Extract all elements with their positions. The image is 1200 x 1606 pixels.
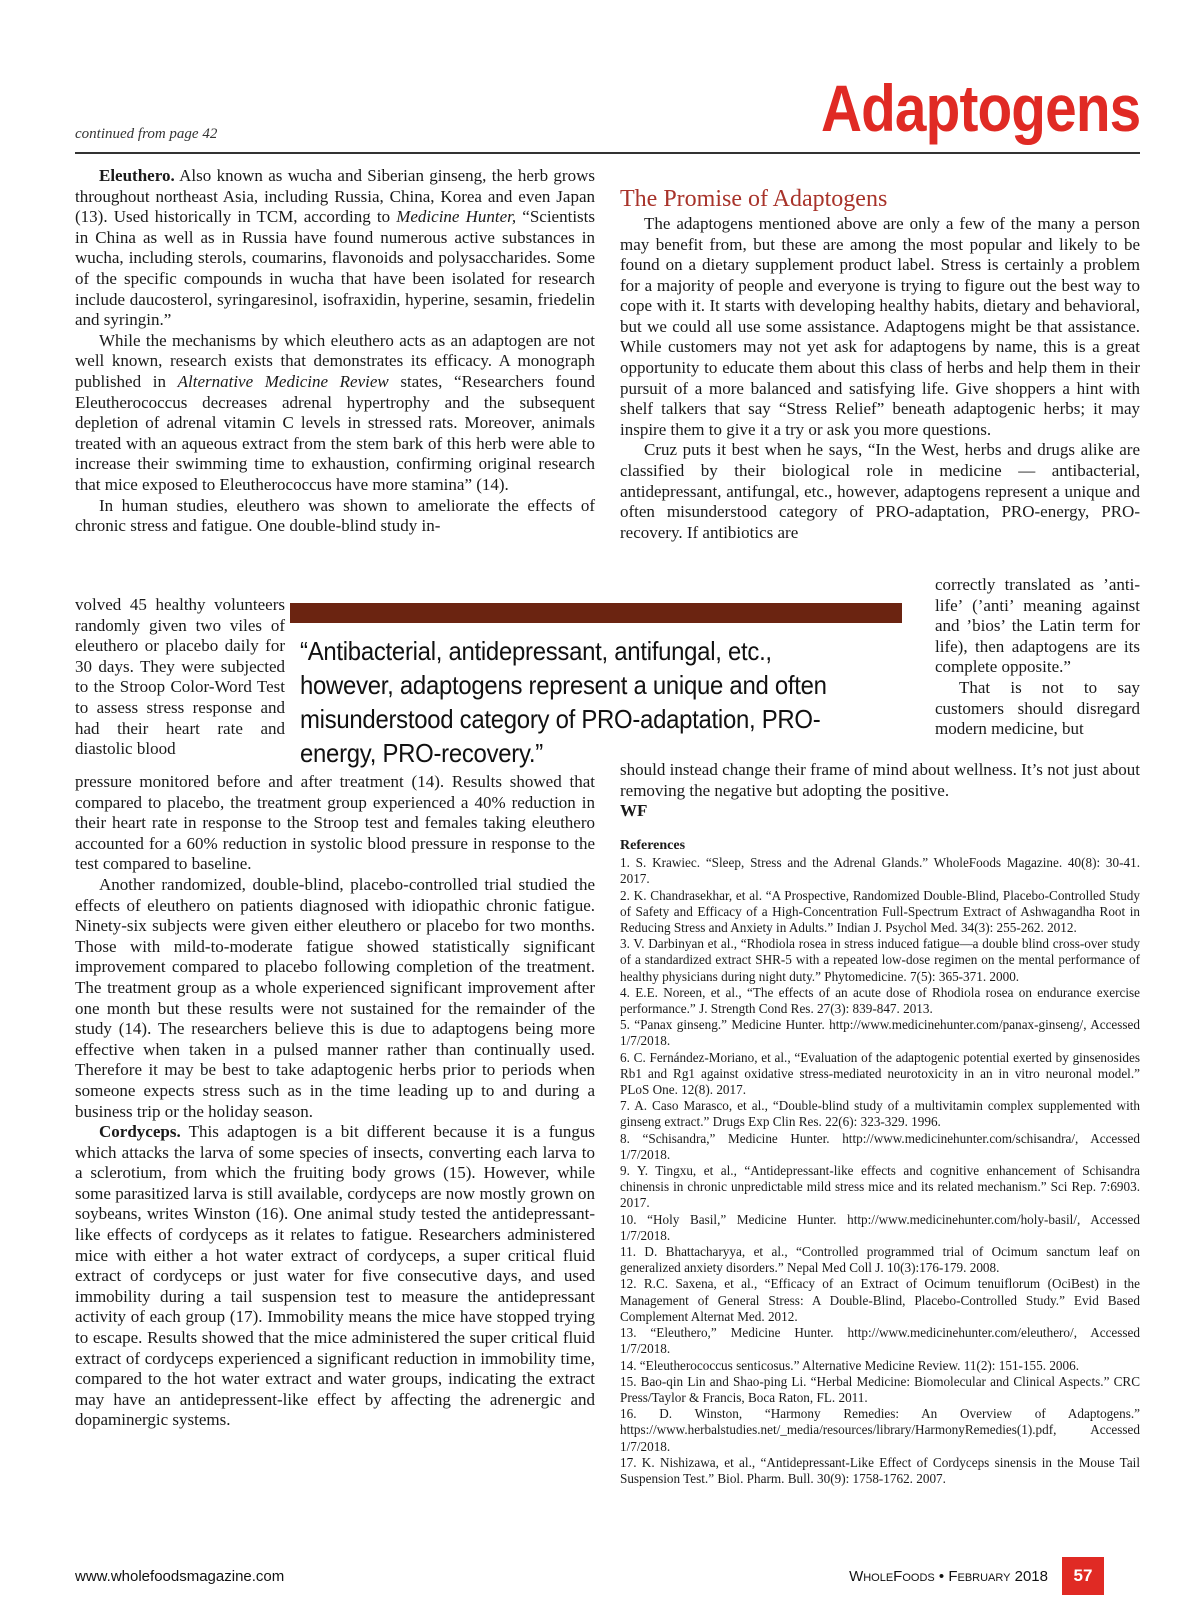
reference-item: 16. D. Winston, “Harmony Remedies: An Overview of Adaptogens.” https://www.herbalstudies.net/_media/resources/library/HarmonyRemedies(1).pdf, Accessed 1/7/2018. xyxy=(620,1406,1140,1454)
left-column-top xyxy=(75,166,595,537)
pull-quote-bar xyxy=(290,603,902,623)
reference-item: 8. “Schisandra,” Medicine Hunter. http://www.medicinehunter.com/schisandra/, Accessed 1/7/2018. xyxy=(620,1130,1140,1162)
references-section xyxy=(620,838,1140,1487)
pull-quote: “Antibacterial, antidepressant, antifungal, etc., however, adaptogens represent a unique and often misunderstood category of PRO-adaptation, PRO-energy, PRO-recovery.” xyxy=(300,636,827,768)
mechanism-text-a: While the mechanisms by which eleuthero acts as an adaptogen are not well known, research exists that demonstrates its efficacy. A monograph published in xyxy=(75,330,595,391)
reference-item: 9. Y. Tingxu, et al., “Antidepressant-like effects and cognitive enhancement of Schisandra chinensis in chronic unpredictable mild stress mice and its related mechanism.” Sci Rep. 7:6903. 2017. xyxy=(620,1163,1140,1211)
section-title: Adaptogens xyxy=(820,71,1140,145)
footer-magazine-issue: WholeFoods • February 2018 xyxy=(849,1568,1048,1585)
eleuthero-lead: Eleuthero. xyxy=(99,166,175,185)
references-list xyxy=(620,855,1140,1487)
reference-item: 17. K. Nishizawa, et al., “Antidepressant-Like Effect of Cordyceps sinensis in the Mouse Tail Suspension Test.” Biol. Pharm. Bull. 30(9): 1758-1762. 2007. xyxy=(620,1454,1140,1486)
chronic-fatigue-paragraph: Another randomized, double-blind, placebo-controlled trial studied the effects of eleuthero on patients diagnosed with idiopathic chronic fatigue. Ninety-six subjects were given either eleuthero or placebo for two months. Those with mild-to-moderate fatigue showed statistically significant improvement compared to placebo following completion of the treatment. The treatment group as a whole experienced significant improvement after one month but these results were not sustained for the remainder of the study (14). The researchers believe this is due to adaptogens being more effective when taken in a pulsed manner rather than continually used. Therefore it may be best to take adaptogenic herbs prior to periods when someone expects stress such as in the time leading up to and during a business trip or the holiday season. xyxy=(75,874,595,1121)
wellness-paragraph xyxy=(620,760,1140,822)
references-title: References xyxy=(620,838,686,853)
mechanism-text-b: states, “Researchers found Eleutherococcus decreases adrenal hypertrophy and the subsequent depletion of adrenal vitamin C levels in stressed rats. Moreover, animals treated with an aqueous extract from the stem bark of this herb were able to increase their swimming time to exhaustion, confirming original research that mice exposed to Eleutherococcus have more stamina” (14). xyxy=(75,371,595,494)
reference-item: 2. K. Chandrasekhar, et al. “A Prospective, Randomized Double-Blind, Placebo-Controlled Study of Safety and Efficacy of a High-Concentration Full-Spectrum Extract of Ashwagandha Root in Reducing Stress and Anxiety in Adults.” Indian J. Psychol Med. 34(3): 255-262. 2012. xyxy=(620,887,1140,936)
left-column-bottom xyxy=(75,772,595,1431)
mechanism-paragraph xyxy=(75,331,595,496)
continued-from-label: continued from page 42 xyxy=(75,126,218,142)
promise-heading: The Promise of Adaptogens xyxy=(620,185,888,212)
right-narrow-text-1: correctly translated as ’anti-life’ (’anti’ meaning against and ’bios’ the Latin term for life), then adaptogens are its complete opposite.” xyxy=(935,575,1140,677)
right-narrow-column xyxy=(935,575,1140,740)
right-narrow-text-2: That is not to say customers should disregard modern medicine, but xyxy=(935,677,1140,739)
cruz-paragraph: Cruz puts it best when he says, “In the West, herbs and drugs alike are classified by their biological role in medicine — antibacterial, antidepressant, antifungal, etc., however, adaptogens represent a unique and often misunderstood category of PRO-adaptation, PRO-energy, PRO-recovery. If antibiotics are xyxy=(620,440,1140,542)
right-column-bottom xyxy=(620,760,1140,822)
cordyceps-text: This adaptogen is a bit different because it is a fungus which attacks the larva of some species of insects, converting each larva to a sclerotium, from which the fruiting body grows (15). However, while some parasitized larva is still available, cordyceps are now mostly grown on soybeans, writes Winston (16). One animal study tested the antidepressant-like effects of cordyceps as it relates to fatigue. Researchers administered mice with either a hot water extract of cordyceps, a super critical fluid extract of cordyceps or just water for five consecutive days, and used immobility during a tail suspension test to measure the antidepressant activity of each group (17). Immobility means the mice have stopped trying to escape. Results showed that the mice administered the super critical fluid extract of cordyceps experienced a significant reduction in immobility time, compared to the hot water extract and water groups, indicating the extract may have an antidepressent-like effect by affecting the adrenergic and dopaminergic systems. xyxy=(75,1122,595,1430)
study-results-paragraph: pressure monitored before and after treatment (14). Results showed that compared to placebo, the treatment group experienced a 40% reduction in their heart rate in response to the Stroop test and females taking eleuthero accounted for a 60% reduction in systolic blood pressure in response to the test compared to baseline. xyxy=(75,772,595,874)
wellness-text: should instead change their frame of mind about wellness. It’s not just about removing the negative but adopting the positive. xyxy=(620,760,1140,800)
reference-item: 10. “Holy Basil,” Medicine Hunter. http://www.medicinehunter.com/holy-basil/, Accessed 1/7/2018. xyxy=(620,1211,1140,1243)
reference-item: 5. “Panax ginseng.” Medicine Hunter. http://www.medicinehunter.com/panax-ginseng/, Accessed 1/7/2018. xyxy=(620,1017,1140,1049)
reference-item: 15. Bao-qin Lin and Shao-ping Li. “Herbal Medicine: Biomolecular and Clinical Aspects.” CRC Press/Taylor & Francis, Boca Raton, FL. 2011. xyxy=(620,1373,1140,1405)
reference-item: 14. “Eleutherococcus senticosus.” Alternative Medicine Review. 11(2): 151-155. 2006. xyxy=(620,1357,1079,1373)
cordyceps-paragraph xyxy=(75,1122,595,1431)
reference-item: 7. A. Caso Marasco, et al., “Double-blind study of a multivitamin complex supplemented with ginseng extract.” Drugs Exp Clin Res. 22(6): 323-329. 1996. xyxy=(620,1098,1140,1130)
header-rule xyxy=(75,152,1140,154)
cordyceps-lead: Cordyceps. xyxy=(99,1122,181,1142)
reference-item: 12. R.C. Saxena, et al., “Efficacy of an Extract of Ocimum tenuiflorum (OciBest) in the Management of General Stress: A Double-Blind, Placebo-Controlled Study.” Evid Based Complement Alternat Med. 2012. xyxy=(620,1276,1140,1324)
reference-item: 11. D. Bhattacharyya, et al., “Controlled programmed trial of Ocimum sanctum leaf on generalized anxiety disorders.” Nepal Med Coll J. 10(3):176-179. 2008. xyxy=(620,1244,1140,1276)
reference-item: 6. C. Fernández-Moriano, et al., “Evaluation of the adaptogenic potential exerted by ginsenosides Rb1 and Rg1 against oxidative stress-mediated neurotoxicity in an in vitro neuronal model.” PLoS One. 12(8). 2017. xyxy=(620,1049,1140,1098)
reference-item: 1. S. Krawiec. “Sleep, Stress and the Adrenal Glands.” WholeFoods Magazine. 40(8): 30-41. 2017. xyxy=(620,855,1140,887)
eleuthero-paragraph xyxy=(75,166,595,331)
reference-item: 3. V. Darbinyan et al., “Rhodiola rosea in stress induced fatigue—a double blind cross-over study of a standardized extract SHR-5 with a repeated low-dose regimen on the mental performance of healthy physicians during night duty.” Phytomedicine. 7(5): 365-371. 2000. xyxy=(620,936,1140,984)
reference-item: 4. E.E. Noreen, et al., “The effects of an acute dose of Rhodiola rosea on endurance exercise performance.” J. Strength Cond Res. 27(3): 839-847. 2013. xyxy=(620,984,1140,1017)
eleuthero-text-b: “Scientists in China as well as in Russia have found numerous active substances in wucha, including sterols, coumarins, flavonoids and polysaccharides. Some of the specific compounds in wucha that have been isolated for research include daucosterol, syringaresinol, isofraxidin, hyperine, sesamin, friedelin and syringin.” xyxy=(75,207,595,330)
right-column-top xyxy=(620,166,1140,543)
left-narrow-column xyxy=(75,595,285,760)
page-number: 57 xyxy=(1062,1557,1104,1595)
footer-url: www.wholefoodsmagazine.com xyxy=(75,1568,285,1585)
reference-item: 13. “Eleuthero,” Medicine Hunter. http://www.medicinehunter.com/eleuthero/, Accessed 1/7/2018. xyxy=(620,1325,1140,1357)
human-studies-paragraph: In human studies, eleuthero was shown to ameliorate the effects of chronic stress and fatigue. One double-blind study in- xyxy=(75,495,595,536)
wf-signoff: WF xyxy=(620,801,648,821)
eleuthero-source: Medicine Hunter, xyxy=(396,207,517,227)
promise-paragraph: The adaptogens mentioned above are only a few of the many a person may benefit from, but these are among the most popular and likely to be found on a dietary supplement product label. Stress is certainly a problem for a majority of people and everyone is trying to figure out the best way to cope with it. It starts with developing healthy habits, dietary and behavioral, but we could all use some assistance. Adaptogens might be that assistance. While customers may not yet ask for adaptogens by name, this is a great opportunity to educate them about this class of herbs and help them in their pursuit of a more balanced and satisfying life. Give shoppers a hint with shelf talkers that say “Stress Relief” beneath adaptogenic herbs; it may inspire them to give it a try or ask you more questions. xyxy=(620,213,1140,439)
narrow-text: volved 45 healthy volunteers randomly given two viles of eleuthero or placebo daily for 30 days. They were subjected to the Stroop Color-Word Test to assess stress response and had their heart rate and diastolic blood xyxy=(75,595,285,759)
mechanism-source: Alternative Medicine Review xyxy=(177,371,389,391)
eleuthero-text-a: Also known as wucha and Siberian ginseng, the herb grows throughout northeast Asia, including Russia, China, Korea and even Japan (13). Used historically in TCM, according to xyxy=(75,166,595,227)
